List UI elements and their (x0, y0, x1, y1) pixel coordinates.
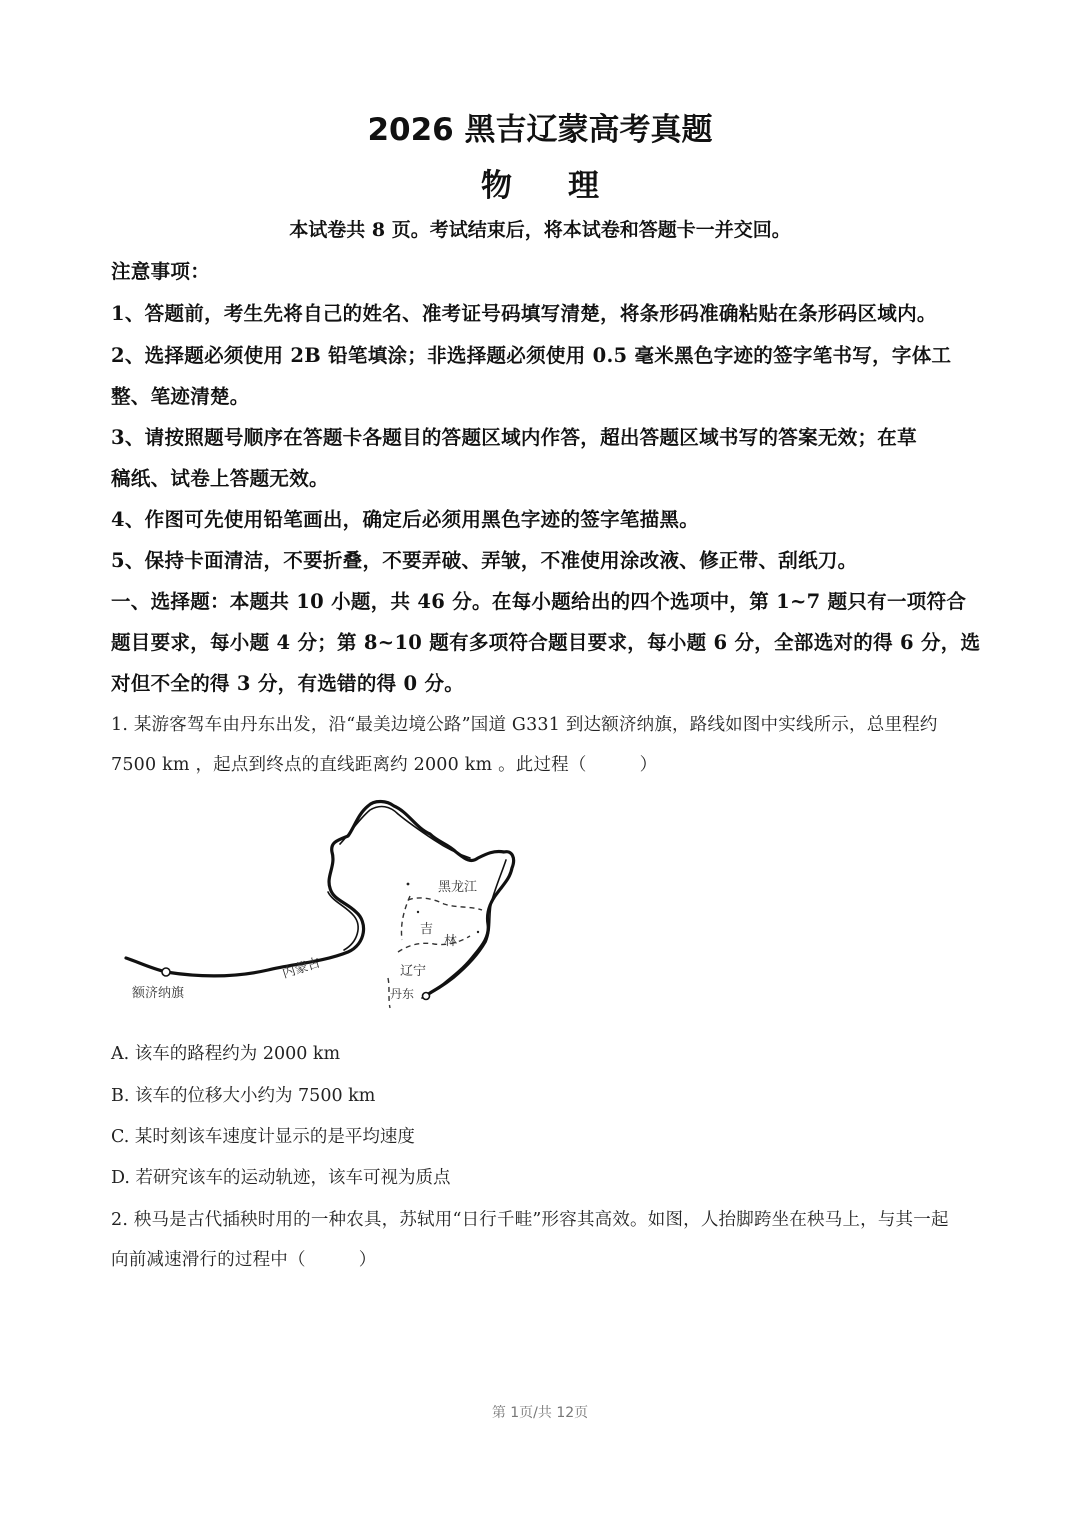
exam-title: 2026 黑吉辽蒙高考真题 (367, 112, 713, 148)
label-ejinaqi: 额济纳旗 (132, 986, 185, 1001)
page-number: 第 1页/共 12页 (491, 1405, 589, 1421)
small-dot-3 (477, 931, 479, 933)
label-neimenggu: 内蒙古 (280, 955, 323, 982)
small-dot-2 (417, 911, 419, 913)
dandong-marker (423, 993, 430, 1000)
question-2-stem-line-1: 2. 秧马是古代插秧时用的一种农具，苏轼用“日行千畦”形容其高效。如图，人抬脚跨坐在秧马上，与其一起 (111, 1210, 949, 1230)
label-liaoning: 辽宁 (400, 964, 427, 979)
province-border-heilongjiang-jilin (408, 898, 482, 910)
province-border-jilin-liaoning (398, 936, 470, 952)
question-1-stem-line-1: 1. 某游客驾车由丹东出发，沿“最美边境公路”国道 G331 到达额济纳旗，路线如图中实线所示，总里程约 (111, 715, 938, 735)
province-border-west (401, 896, 410, 940)
note-item-4: 4、作图可先使用铅笔画出，确定后必须用黑色字迹的签字笔描黑。 (111, 508, 700, 531)
question-1-stem-line-2: 7500 km ，起点到终点的直线距离约 2000 km 。此过程（ ） (111, 755, 658, 775)
note-item-2-line-2: 整、笔迹清楚。 (111, 385, 250, 408)
subject-title: 物理 (481, 168, 655, 204)
label-lin: 林 (444, 934, 458, 949)
note-item-3-line-1: 3、请按照题号顺序在答题卡各题目的答题区域内作答，超出答题区域书写的答案无效；在草 (111, 426, 917, 449)
exam-intro: 本试卷共 8 页。考试结束后，将本试卷和答题卡一并交回。 (289, 219, 791, 241)
section-1-line-1: 一、选择题：本题共 10 小题，共 46 分。在每小题给出的四个选项中，第 1~7 题只有一项符合 (111, 590, 967, 613)
note-item-3-line-2: 稿纸、试卷上答题无效。 (111, 467, 329, 490)
question-1-option-b: B. 该车的位移大小约为 7500 km (111, 1086, 376, 1106)
section-1-line-2: 题目要求，每小题 4 分；第 8~10 题有多项符合题目要求，每小题 6 分，全部选对的得 6 分，选 (111, 631, 981, 654)
route-map-figure (118, 792, 528, 1022)
question-1-option-a: A. 该车的路程约为 2000 km (111, 1044, 341, 1064)
route-path (166, 802, 514, 997)
ejinaqi-marker (162, 968, 170, 976)
label-dandong: 丹东 (390, 987, 415, 1001)
question-1-option-c: C. 某时刻该车速度计显示的是平均速度 (111, 1127, 415, 1147)
route-path-west (126, 958, 166, 972)
note-item-1: 1、答题前，考生先将自己的姓名、准考证号码填写清楚，将条形码准确粘贴在条形码区域内。 (111, 302, 937, 325)
label-ji: 吉 (420, 922, 434, 937)
notes-heading: 注意事项： (111, 260, 211, 283)
note-item-2-line-1: 2、选择题必须使用 2B 铅笔填涂；非选择题必须使用 0.5 毫米黑色字迹的签字笔书写，字体工 (111, 344, 952, 367)
section-1-line-3: 对但不全的得 3 分，有选错的得 0 分。 (111, 672, 465, 695)
label-heilongjiang: 黑龙江 (438, 880, 478, 895)
question-1-option-d: D. 若研究该车的运动轨迹，该车可视为质点 (111, 1168, 451, 1188)
note-item-5: 5、保持卡面清洁，不要折叠，不要弄破、弄皱，不准使用涂改液、修正带、刮纸刀。 (111, 549, 858, 572)
small-dot-1 (407, 883, 410, 886)
question-2-stem-line-2: 向前减速滑行的过程中（ ） (111, 1250, 377, 1270)
